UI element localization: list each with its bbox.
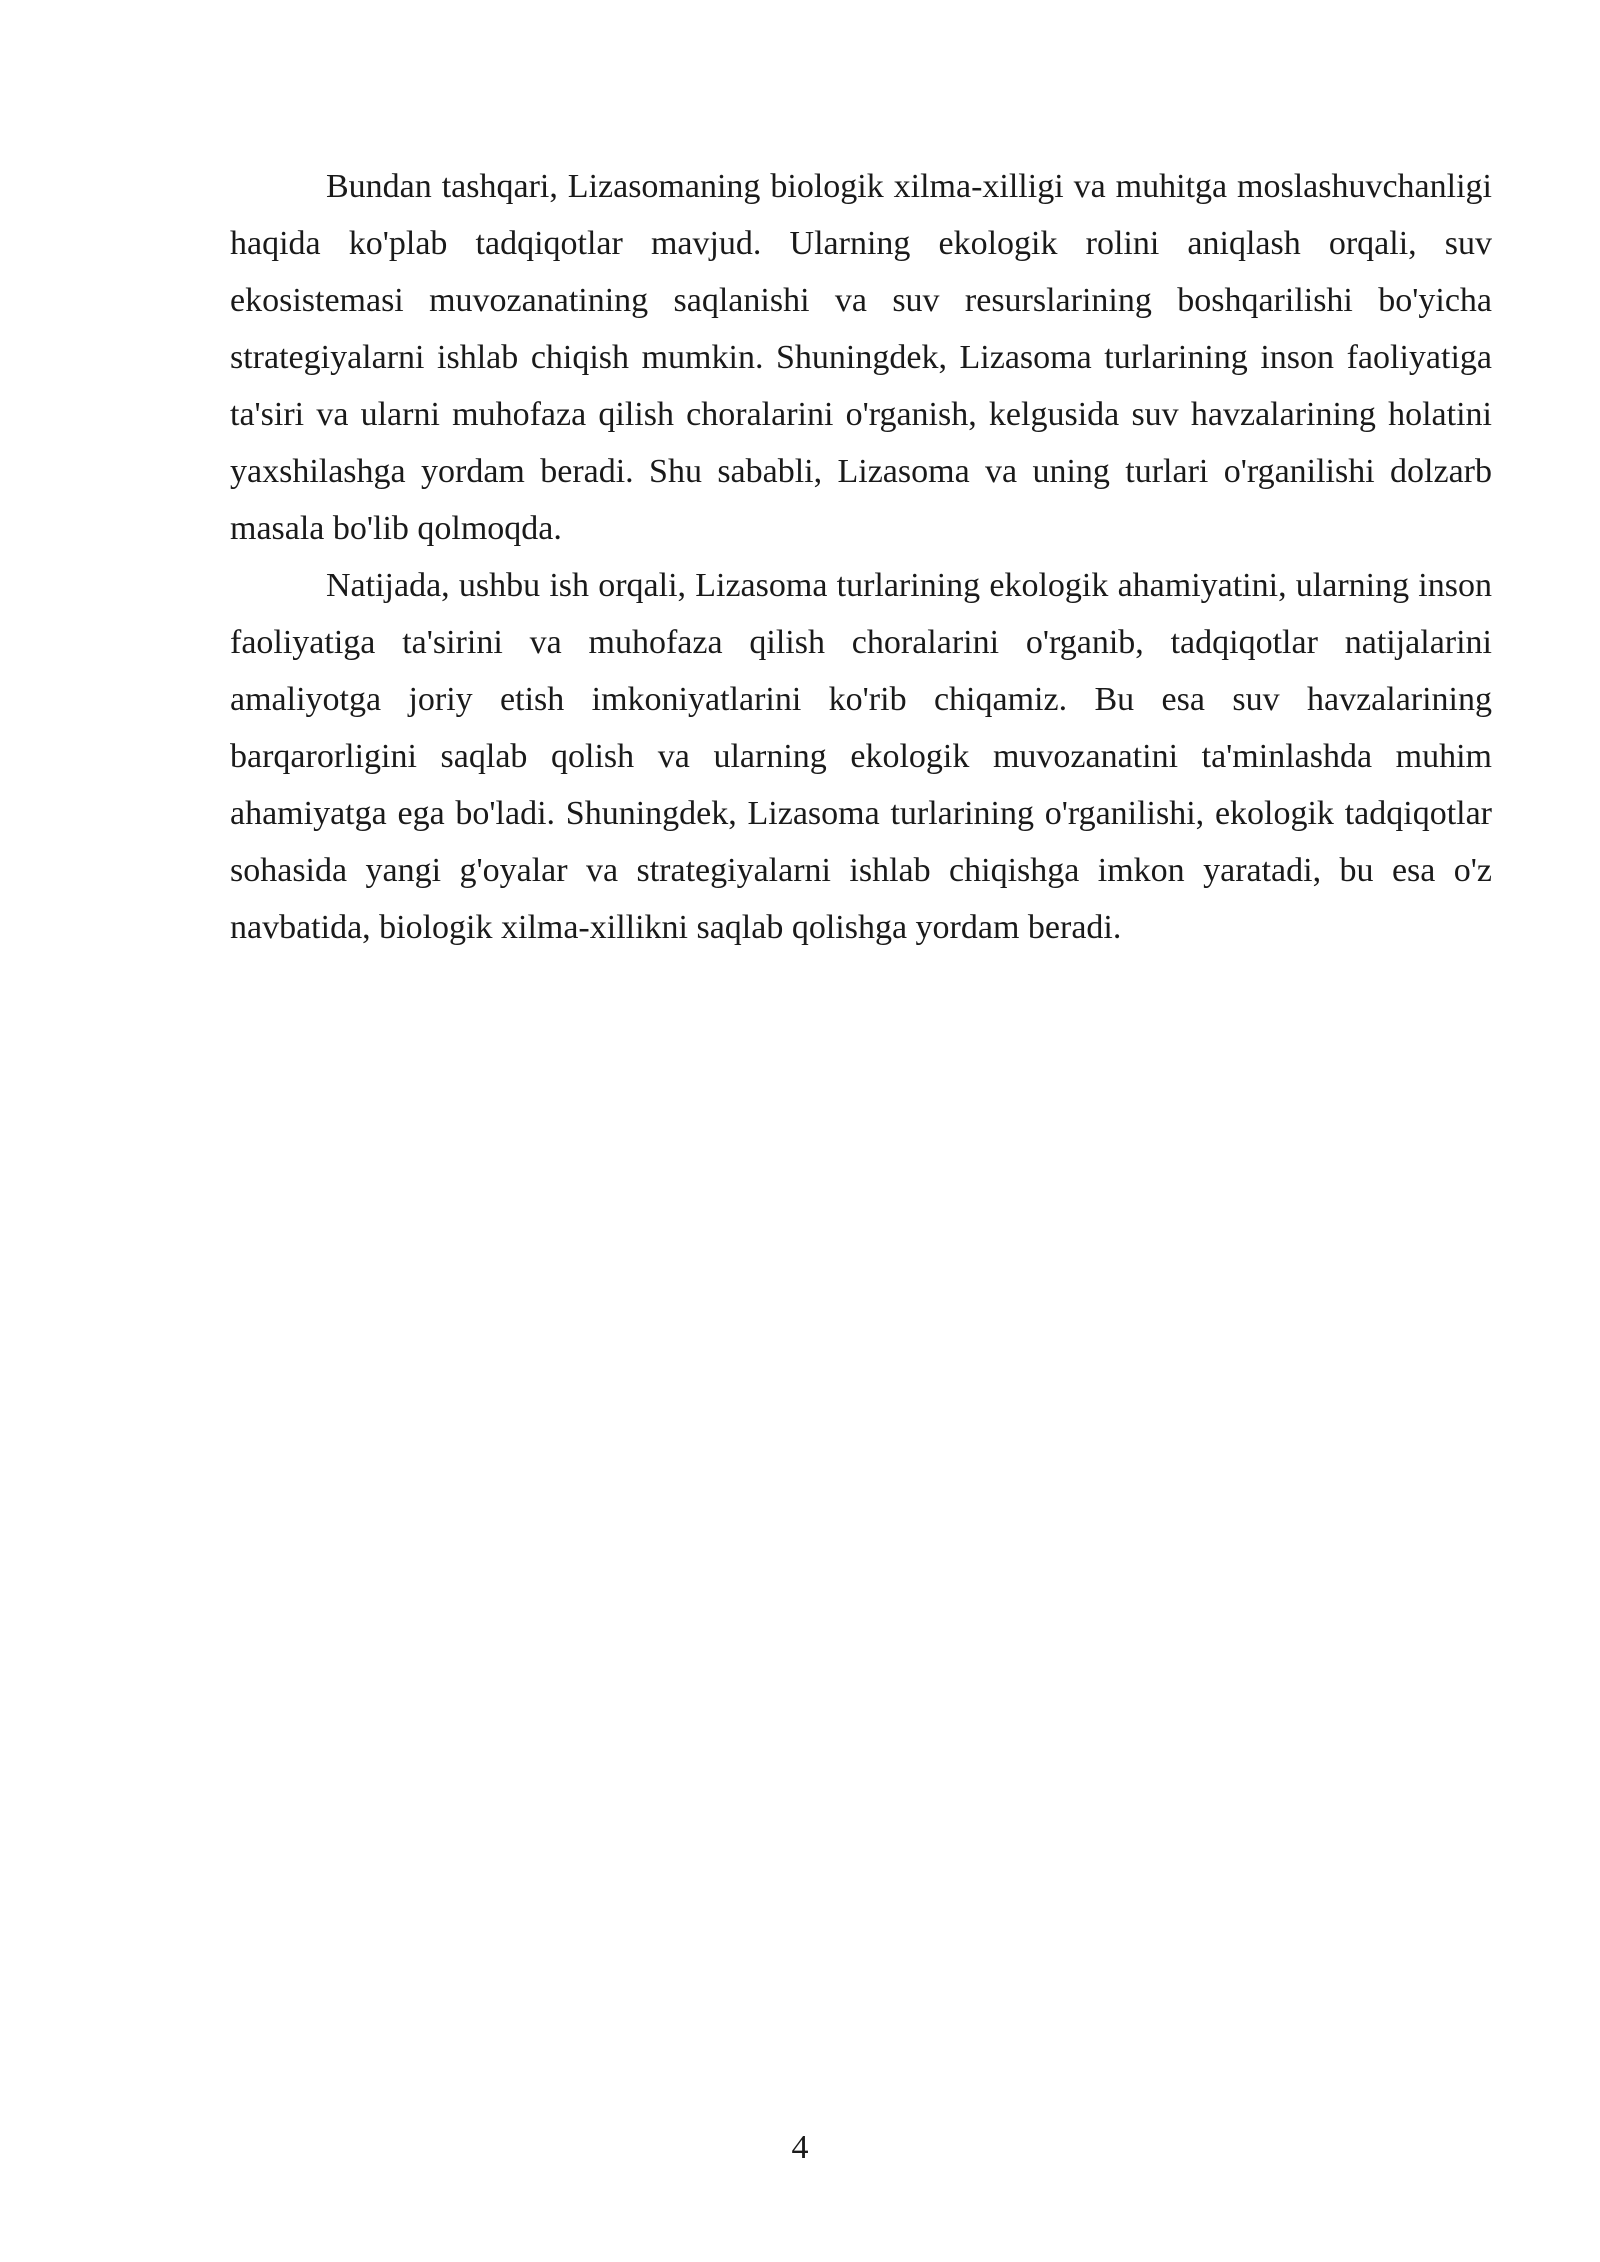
page-number: 4	[791, 2129, 809, 2166]
paragraph-2: Natijada, ushbu ish orqali, Lizasoma turlarining ekologik ahamiyatini, ularning inson faoliyatiga ta'sirini va muhofaza qilish choralarini o'rganib, tadqiqotlar natijalarini amaliyotga joriy etish imkoniyatlarini ko'rib chiqamiz. Bu esa suv havzalarining barqarorligini saqlab qolish va ularning ekologik muvozanatini ta'minlashda muhim ahamiyatga ega bo'ladi. Shuningdek, Lizasoma turlarining o'rganilishi, ekologik tadqiqotlar sohasida yangi g'oyalar va strategiyalarni ishlab chiqishga imkon yaratadi, bu esa o'z navbatida, biologik xilma-xillikni saqlab qolishga yordam beradi.	[230, 567, 1492, 946]
paragraph-1: Bundan tashqari, Lizasomaning biologik xilma-xilligi va muhitga moslashuvchanligi haqida ko'plab tadqiqotlar mavjud. Ularning ekologik rolini aniqlash orqali, suv ekosistemasi muvozanatining saqlanishi va suv resurslarining boshqarilishi bo'yicha strategiyalarni ishlab chiqish mumkin. Shuningdek, Lizasoma turlarining inson faoliyatiga ta'siri va ularni muhofaza qilish choralarini o'rganish, kelgusida suv havzalarining holatini yaxshilashga yordam beradi. Shu sababli, Lizasoma va uning turlari o'rganilishi dolzarb masala bo'lib qolmoqda.	[230, 168, 1492, 547]
body-text	[230, 158, 1492, 956]
